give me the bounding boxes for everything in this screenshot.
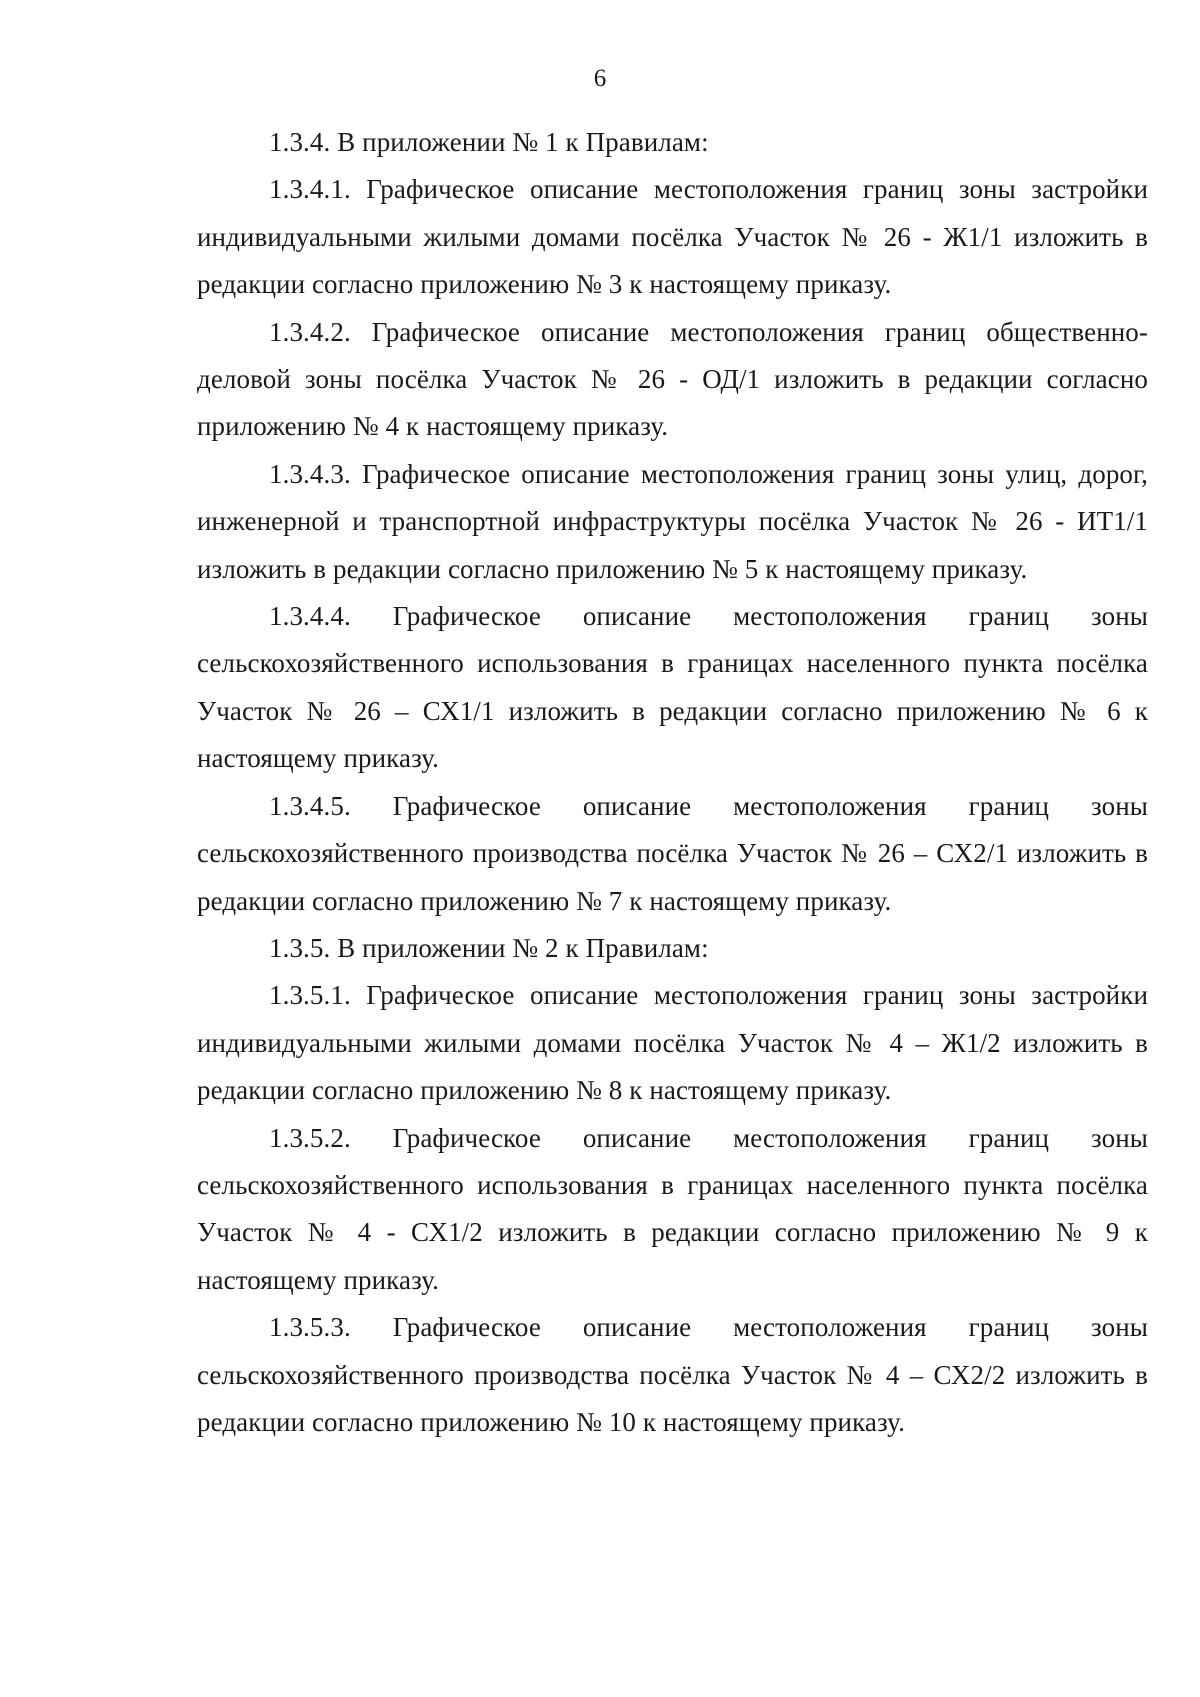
paragraph-1-3-5: 1.3.5. В приложении № 2 к Правилам: xyxy=(269,932,709,963)
paragraph-1-3-4-2: 1.3.4.2. Графическое описание местоположения границ общественно-деловой зоны посёлка Участок № 26 - ОД/1 изложить в редакции согласно приложению № 4 к настоящему приказу. xyxy=(197,316,1148,442)
paragraph-1-3-5-2: 1.3.5.2. Графическое описание местоположения границ зоны сельскохозяйственного использования в границах населенного пункта посёлка Участок № 4 - СХ1/2 изложить в редакции согласно приложению № 9 к настоящему приказу. xyxy=(197,1122,1148,1295)
paragraph-1-3-4-3: 1.3.4.3. Графическое описание местоположения границ зоны улиц, дорог, инженерной и транспортной инфраструктуры посёлка Участок № 26 - ИТ1/1 изложить в редакции согласно приложению № 5 к настоящему приказу. xyxy=(197,458,1148,584)
paragraph-1-3-5-3: 1.3.5.3. Графическое описание местоположения границ зоны сельскохозяйственного производства посёлка Участок № 4 – СХ2/2 изложить в редакции согласно приложению № 10 к настоящему приказу. xyxy=(197,1312,1148,1437)
paragraph-1-3-4-1: 1.3.4.1. Графическое описание местоположения границ зоны застройки индивидуальными жилыми домами посёлка Участок № 26 - Ж1/1 изложить в редакции согласно приложению № 3 к настоящему приказу. xyxy=(197,174,1148,300)
page-number: 6 xyxy=(593,65,607,92)
paragraph-1-3-4-4: 1.3.4.4. Графическое описание местоположения границ зоны сельскохозяйственного использования в границах населенного пункта посёлка Участок № 26 – СХ1/1 изложить в редакции согласно приложению № 6 к настоящему приказу. xyxy=(197,601,1148,774)
document-body xyxy=(197,119,1148,1446)
paragraph-1-3-4: 1.3.4. В приложении № 1 к Правилам: xyxy=(269,127,709,157)
paragraph-1-3-5-1: 1.3.5.1. Графическое описание местоположения границ зоны застройки индивидуальными жилыми домами посёлка Участок № 4 – Ж1/2 изложить в редакции согласно приложению № 8 к настоящему приказу. xyxy=(197,980,1148,1106)
paragraph-1-3-4-5: 1.3.4.5. Графическое описание местоположения границ зоны сельскохозяйственного производства посёлка Участок № 26 – СХ2/1 изложить в редакции согласно приложению № 7 к настоящему приказу. xyxy=(197,790,1148,916)
